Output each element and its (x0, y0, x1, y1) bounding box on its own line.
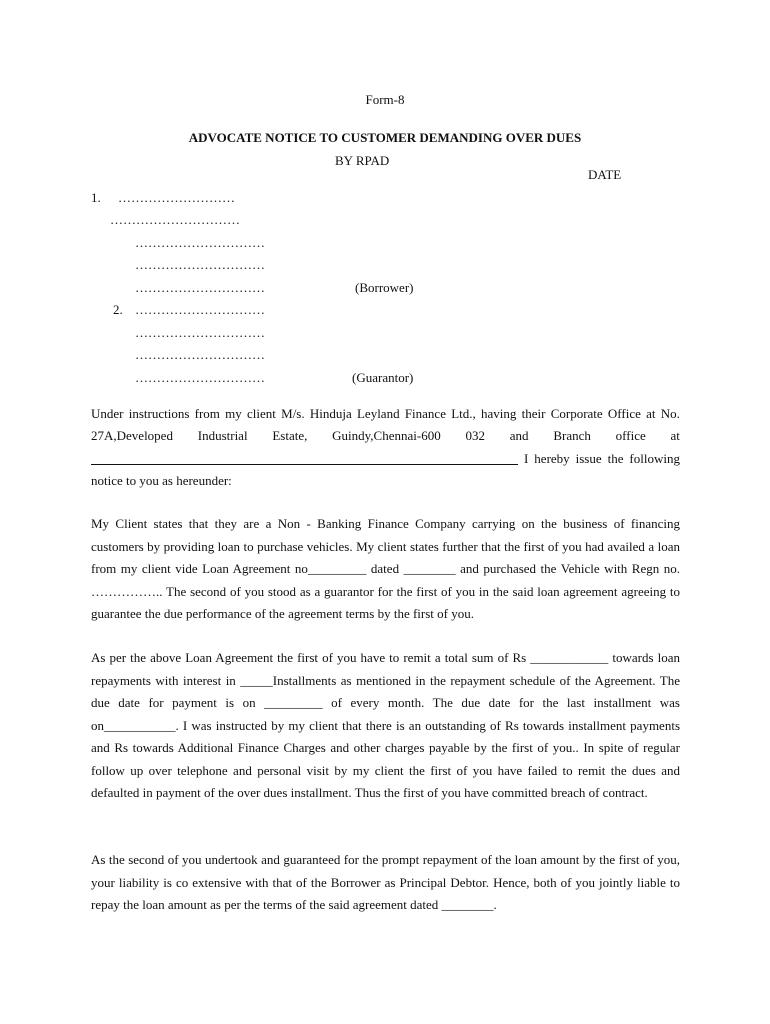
intro-word: following (629, 451, 680, 466)
intro-word: Estate, (272, 428, 308, 443)
intro-word: my (225, 406, 242, 421)
branch-blank-line (91, 464, 518, 465)
paragraph-client-statement: My Client states that they are a Non - Banking Finance Company carrying on the business of financing customers by providing loan to purchase vehicles. My client states further that the first of you had availed a loan from my client vide Loan Agreement no_________ dated ________ and purchased the Vehicle with Regn no. …………….. The second of you stood as a guarantor for the first of you in the said loan agreement agreeing to guarantee the due performance of the agreement terms by the first of you. (91, 516, 680, 621)
intro-word: Hinduja (309, 406, 352, 421)
intro-word: No. (660, 406, 680, 421)
addressee-line-4: ………………………… (135, 257, 265, 272)
addressee-line-8: ………………………… (135, 347, 265, 362)
notice-title: ADVOCATE NOTICE TO CUSTOMER DEMANDING OVER DUES (188, 130, 582, 145)
by-rpad: BY RPAD (335, 153, 390, 168)
guarantor-label: (Guarantor) (352, 370, 414, 385)
intro-word: Office (607, 406, 641, 421)
intro-line-2 (91, 428, 680, 444)
intro-word: having (481, 406, 517, 421)
intro-word: I (524, 451, 529, 466)
intro-word: at (646, 406, 656, 421)
intro-word: and (509, 428, 529, 443)
intro-word: Under (91, 406, 124, 421)
addressee-number-2: 2. (113, 302, 123, 317)
intro-word: Branch (553, 428, 591, 443)
intro-word: Ltd., (451, 406, 476, 421)
date-label: DATE (588, 167, 622, 182)
intro-line-3 (524, 451, 680, 467)
addressee-line-2: ………………………… (110, 212, 240, 227)
intro-word: their (521, 406, 546, 421)
intro-word: office (615, 428, 646, 443)
intro-line-1 (91, 406, 680, 422)
intro-word: Guindy,Chennai-600 (332, 428, 441, 443)
addressee-line-9: ………………………… (135, 370, 265, 385)
intro-word: Leyland (356, 406, 400, 421)
addressee-line-1: ……………………… (118, 190, 235, 205)
intro-word: client (247, 406, 276, 421)
addressee-line-5: ………………………… (135, 280, 265, 295)
intro-word: from (194, 406, 220, 421)
form-label: Form-8 (365, 92, 405, 107)
paragraph-guarantor-liability: As the second of you undertook and guaranteed for the prompt repayment of the loan amount by the first of you, your liability is co extensive with that of the Borrower as Principal Debtor. Hence, both of you jointly liable to repay the loan amount as per the terms of the said agreement dated ________. (91, 852, 680, 912)
borrower-label: (Borrower) (355, 280, 414, 295)
addressee-number-1: 1. (91, 190, 101, 205)
intro-word: Corporate (550, 406, 603, 421)
intro-word: hereby (534, 451, 570, 466)
intro-word: Industrial (197, 428, 248, 443)
addressee-line-6: ………………………… (135, 302, 265, 317)
paragraph-loan-agreement: As per the above Loan Agreement the first of you have to remit a total sum of Rs ____________ towards loan repayments with interest in _____Installments as mentioned in the repayment schedule of the Agreement. The due date for payment is on _________ of every month. The due date for the last installment was on___________. I was instructed by my client that there is an outstanding of Rs towards installment payments and Rs towards Additional Finance Charges and other charges payable by the first of you.. In spite of regular follow up over telephone and personal visit by my client the first of you have failed to remit the dues and defaulted in payment of the over dues installment. Thus the first of you have committed breach of contract. (91, 650, 680, 800)
intro-word: the (607, 451, 624, 466)
intro-word: issue (575, 451, 602, 466)
intro-word: instructions (128, 406, 190, 421)
intro-word: Finance (404, 406, 446, 421)
intro-word: 032 (465, 428, 485, 443)
addressee-line-3: ………………………… (135, 235, 265, 250)
addressee-line-7: ………………………… (135, 325, 265, 340)
intro-line-4: notice to you as hereunder: (91, 473, 232, 488)
intro-word: at (670, 428, 680, 443)
intro-word: M/s. (281, 406, 305, 421)
intro-word: 27A,Developed (91, 428, 173, 443)
